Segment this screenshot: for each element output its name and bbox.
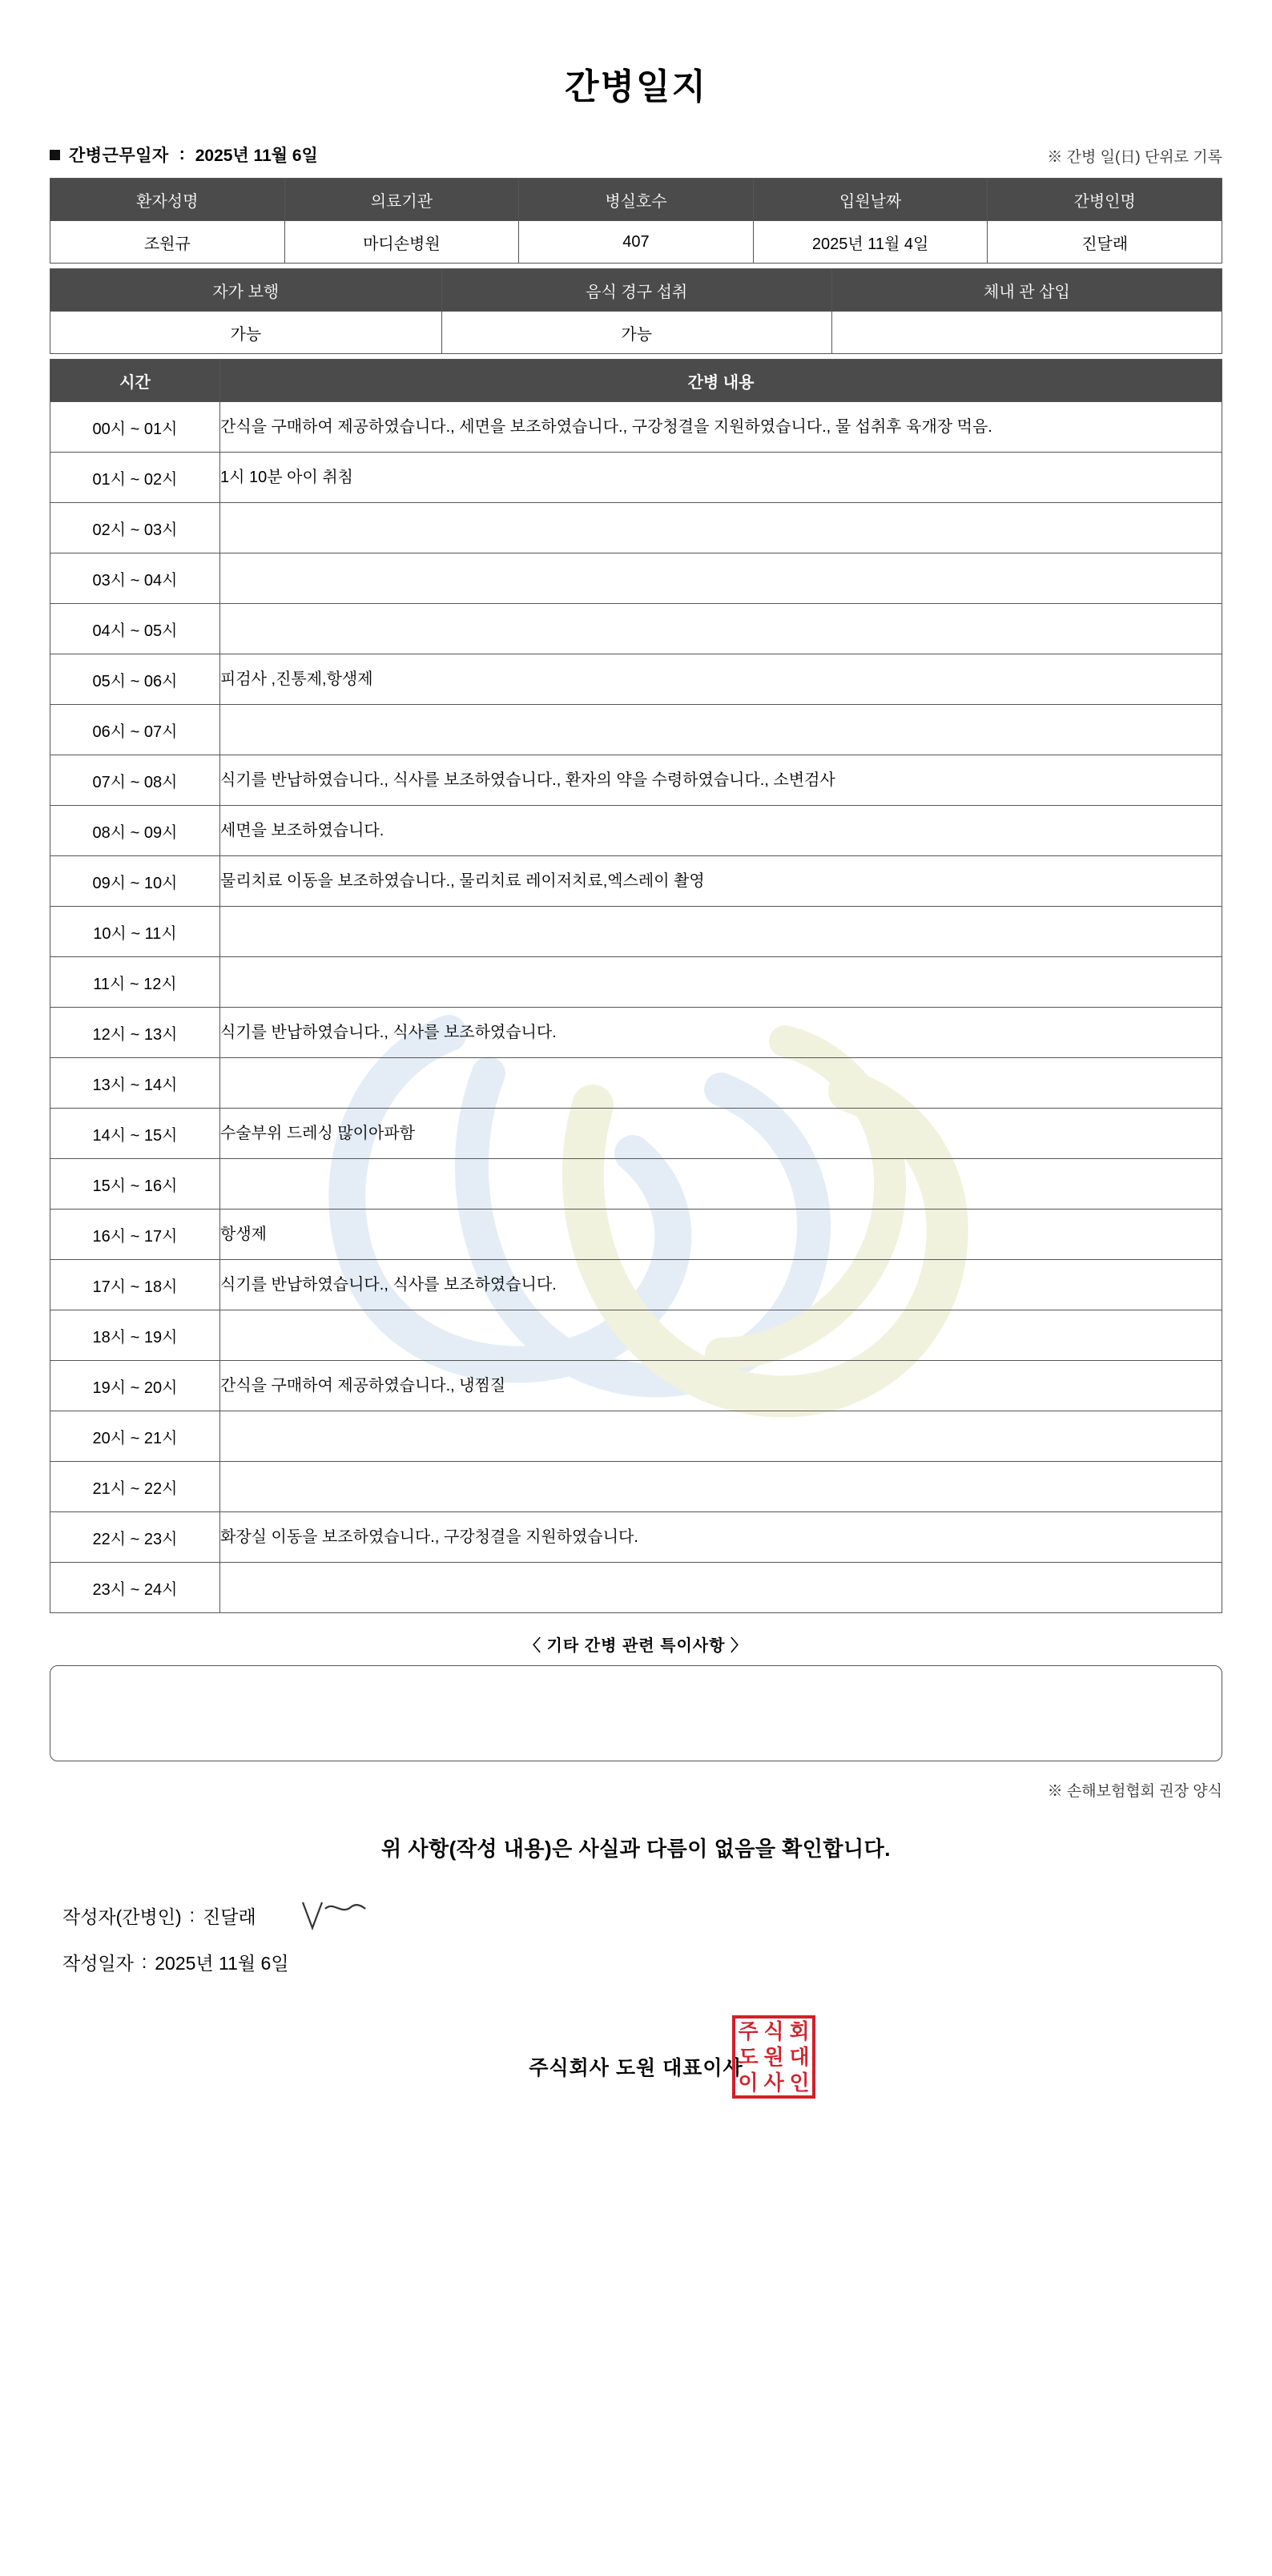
time-slot: 03시 ~ 04시	[50, 553, 220, 604]
care-content	[220, 1462, 1222, 1512]
patient-info-table	[50, 178, 1222, 264]
care-content: 항생제	[220, 1210, 1222, 1260]
date-label: 작성일자	[62, 1953, 134, 1974]
value-caregiver-name: 진달래	[988, 221, 1222, 264]
table-row	[50, 1462, 1222, 1512]
value-tube-insertion	[831, 312, 1222, 354]
care-content	[220, 1563, 1222, 1613]
company-seal-icon	[732, 2015, 815, 2099]
table-row	[50, 402, 1222, 453]
table-row	[50, 312, 1222, 354]
author-colon: :	[189, 1904, 195, 1926]
work-date	[50, 143, 318, 167]
confirmation-text: 위 사항(작성 내용)은 사실과 다름이 없음을 확인합니다.	[381, 1837, 891, 1861]
table-row	[50, 1512, 1222, 1563]
care-content: 수술부위 드레싱 많이아파함	[220, 1109, 1222, 1159]
status-table	[50, 268, 1222, 354]
value-self-walking: 가능	[50, 312, 442, 354]
care-content: 간식을 구매하여 제공하였습니다., 세면을 보조하였습니다., 구강청결을 지원하였습니다., 물 섭취후 육개장 먹음.	[220, 402, 1222, 453]
table-row	[50, 957, 1222, 1008]
signature-icon	[298, 1898, 370, 1933]
notes-box[interactable]	[50, 1665, 1222, 1761]
table-row	[50, 1411, 1222, 1462]
care-content: 간식을 구매하여 제공하였습니다., 냉찜질	[220, 1361, 1222, 1411]
work-date-label: 간병근무일자	[69, 147, 169, 165]
meta-row	[50, 143, 1222, 178]
table-row	[50, 1310, 1222, 1361]
table-row	[50, 503, 1222, 553]
work-date-colon: :	[179, 145, 185, 163]
table-row	[50, 604, 1222, 654]
notes-title: 〈 기타 간병 관련 특이사항 〉	[525, 1637, 747, 1655]
care-content	[220, 604, 1222, 654]
care-content: 식기를 반납하였습니다., 식사를 보조하였습니다.	[220, 1008, 1222, 1058]
company-row	[50, 1983, 1222, 2148]
table-row	[50, 221, 1222, 264]
time-slot: 12시 ~ 13시	[50, 1008, 220, 1058]
care-content: 세면을 보조하였습니다.	[220, 806, 1222, 856]
seal-char: 회	[789, 2019, 810, 2043]
page-title: 간병일지	[564, 67, 707, 107]
table-row	[50, 1210, 1222, 1260]
header-oral-intake: 음식 경구 섭취	[441, 269, 831, 312]
table-row	[50, 1008, 1222, 1058]
time-slot: 14시 ~ 15시	[50, 1109, 220, 1159]
care-content	[220, 553, 1222, 604]
time-slot: 02시 ~ 03시	[50, 503, 220, 553]
seal-char: 원	[763, 2045, 784, 2069]
bullet-square-icon	[50, 150, 60, 160]
table-row	[50, 1361, 1222, 1411]
table-row	[50, 1159, 1222, 1210]
care-content	[220, 503, 1222, 553]
value-room-number: 407	[519, 221, 754, 264]
time-slot: 20시 ~ 21시	[50, 1411, 220, 1462]
table-row	[50, 553, 1222, 604]
time-slot: 07시 ~ 08시	[50, 755, 220, 806]
table-row-header	[50, 360, 1222, 402]
time-slot: 21시 ~ 22시	[50, 1462, 220, 1512]
table-row-header	[50, 269, 1222, 312]
table-row	[50, 1109, 1222, 1159]
table-row	[50, 654, 1222, 705]
table-row	[50, 1260, 1222, 1310]
table-row	[50, 453, 1222, 503]
header-caregiver-name: 간병인명	[988, 179, 1222, 221]
header-time: 시간	[50, 360, 220, 402]
table-row-header	[50, 179, 1222, 221]
time-slot: 00시 ~ 01시	[50, 402, 220, 453]
date-line	[50, 1941, 1222, 1983]
care-content: 1시 10분 아이 취침	[220, 453, 1222, 503]
header-tube-insertion: 체내 관 삽입	[831, 269, 1222, 312]
table-row	[50, 755, 1222, 806]
care-content	[220, 957, 1222, 1008]
time-slot: 06시 ~ 07시	[50, 705, 220, 755]
care-content	[220, 705, 1222, 755]
time-slot: 05시 ~ 06시	[50, 654, 220, 705]
date-value: 2025년 11월 6일	[155, 1953, 289, 1974]
table-row	[50, 907, 1222, 957]
seal-char: 인	[789, 2071, 810, 2095]
author-line	[50, 1890, 1222, 1941]
value-oral-intake: 가능	[441, 312, 831, 354]
header-medical-institution: 의료기관	[284, 179, 519, 221]
care-content	[220, 1058, 1222, 1109]
time-slot: 04시 ~ 05시	[50, 604, 220, 654]
header-patient-name: 환자성명	[50, 179, 285, 221]
company-name: 주식회사 도원 대표이사	[529, 2057, 743, 2079]
care-content: 식기를 반납하였습니다., 식사를 보조하였습니다., 환자의 약을 수령하였습니다., 소변검사	[220, 755, 1222, 806]
care-content	[220, 907, 1222, 957]
value-patient-name: 조원규	[50, 221, 285, 264]
care-content: 피검사 ,진통제,항생제	[220, 654, 1222, 705]
care-log-table	[50, 359, 1222, 1613]
table-row	[50, 856, 1222, 907]
time-slot: 18시 ~ 19시	[50, 1310, 220, 1361]
header-room-number: 병실호수	[519, 179, 754, 221]
table-row	[50, 806, 1222, 856]
time-slot: 17시 ~ 18시	[50, 1260, 220, 1310]
value-medical-institution: 마디손병원	[284, 221, 519, 264]
care-content	[220, 1310, 1222, 1361]
care-content	[220, 1159, 1222, 1210]
header-self-walking: 자가 보행	[50, 269, 442, 312]
header-admission-date: 입원날짜	[753, 179, 988, 221]
seal-char: 사	[763, 2071, 784, 2095]
time-slot: 15시 ~ 16시	[50, 1159, 220, 1210]
care-content: 식기를 반납하였습니다., 식사를 보조하였습니다.	[220, 1260, 1222, 1310]
time-slot: 11시 ~ 12시	[50, 957, 220, 1008]
header-care-content: 간병 내용	[220, 360, 1222, 402]
date-colon: :	[141, 1951, 147, 1972]
table-row	[50, 1563, 1222, 1613]
time-slot: 23시 ~ 24시	[50, 1563, 220, 1613]
care-content: 화장실 이동을 보조하였습니다., 구강청결을 지원하였습니다.	[220, 1512, 1222, 1563]
unit-note: ※ 간병 일(日) 단위로 기록	[1047, 149, 1222, 166]
care-content: 물리치료 이동을 보조하였습니다., 물리치료 레이저치료,엑스레이 촬영	[220, 856, 1222, 907]
table-row	[50, 1058, 1222, 1109]
seal-char: 이	[738, 2071, 759, 2095]
time-slot: 19시 ~ 20시	[50, 1361, 220, 1411]
seal-char: 도	[738, 2045, 759, 2069]
time-slot: 08시 ~ 09시	[50, 806, 220, 856]
seal-char: 주	[738, 2019, 759, 2043]
time-slot: 13시 ~ 14시	[50, 1058, 220, 1109]
time-slot: 01시 ~ 02시	[50, 453, 220, 503]
seal-char: 식	[763, 2019, 784, 2043]
value-admission-date: 2025년 11월 4일	[753, 221, 988, 264]
table-row	[50, 705, 1222, 755]
time-slot: 09시 ~ 10시	[50, 856, 220, 907]
care-content	[220, 1411, 1222, 1462]
work-date-value: 2025년 11월 6일	[195, 147, 318, 165]
time-slot: 10시 ~ 11시	[50, 907, 220, 957]
author-value: 진달래	[203, 1906, 256, 1927]
seal-char: 대	[789, 2045, 810, 2069]
time-slot: 16시 ~ 17시	[50, 1210, 220, 1260]
association-note: ※ 손해보험협회 권장 양식	[1047, 1783, 1222, 1800]
time-slot: 22시 ~ 23시	[50, 1512, 220, 1563]
author-label: 작성자(간병인)	[62, 1906, 182, 1927]
